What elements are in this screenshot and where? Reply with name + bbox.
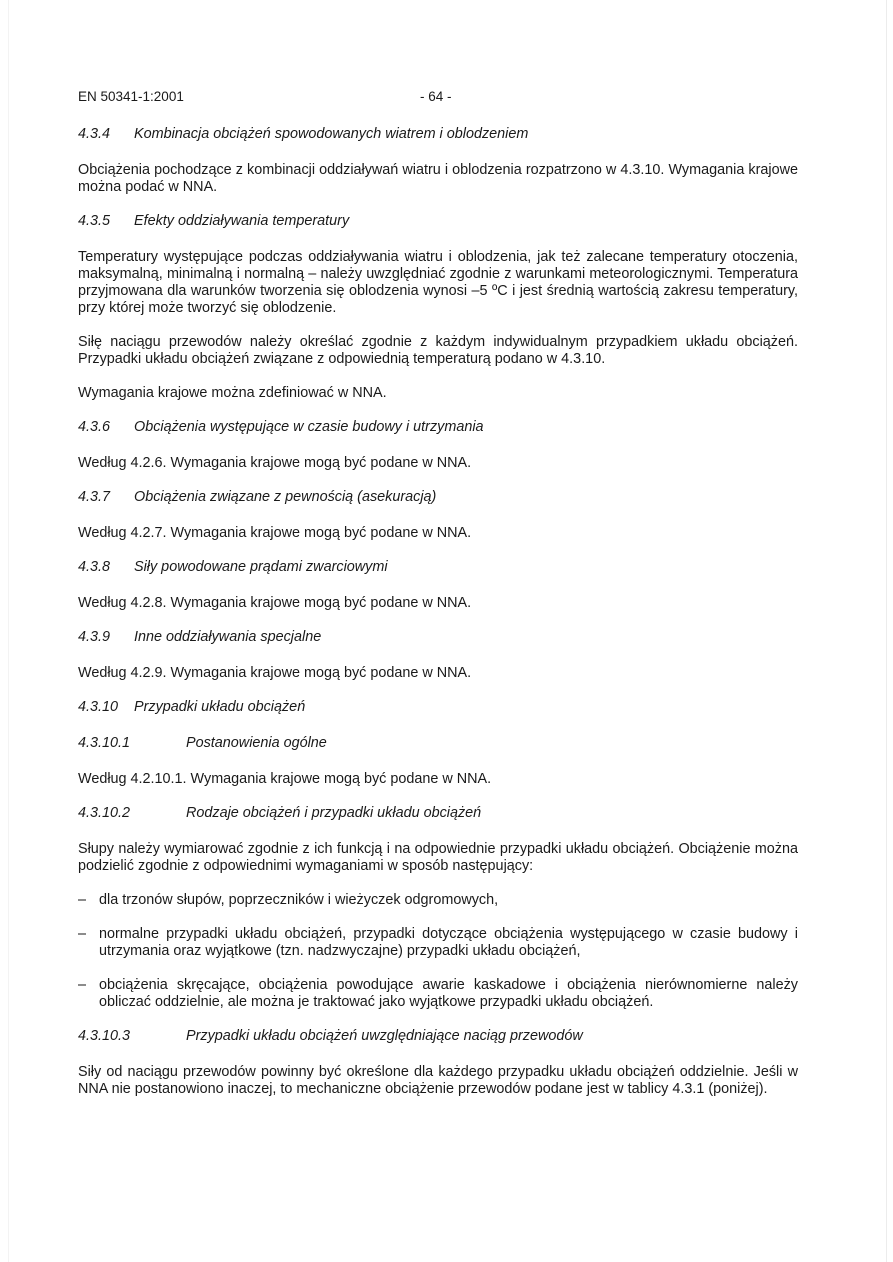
section-title: Kombinacja obciążeń spowodowanych wiatrem i oblodzeniem: [134, 126, 529, 142]
section-title: Przypadki układu obciążeń uwzględniające naciąg przewodów: [186, 1028, 583, 1044]
scan-edge-right: [886, 0, 887, 1262]
paragraph: Siłę naciągu przewodów należy określać zgodnie z każdym indywidualnym przypadkiem układu obciążeń. Przypadki układu obciążeń związane z odpowiednią temperaturą podano w 4.3.10.: [78, 334, 798, 367]
section-number: 4.3.8: [78, 559, 111, 575]
section-number: 4.3.10.3: [78, 1028, 131, 1044]
standard-number: EN 50341-1:2001: [78, 89, 184, 104]
list-dash: –: [78, 926, 87, 942]
section-title: Przypadki układu obciążeń: [134, 699, 306, 715]
section-number: 4.3.10.2: [78, 805, 131, 821]
section-number: 4.3.9: [78, 629, 111, 645]
section-title: Rodzaje obciążeń i przypadki układu obciążeń: [186, 805, 482, 821]
paragraph: Według 4.2.7. Wymagania krajowe mogą być podane w NNA.: [78, 525, 472, 541]
list-item-text: normalne przypadki układu obciążeń, przypadki dotyczące obciążenia występującego w czasie budowy i utrzymania oraz wyjątkowe (tzn. nadzwyczajne) przypadki układu obciążeń,: [99, 926, 798, 959]
paragraph: Według 4.2.8. Wymagania krajowe mogą być podane w NNA.: [78, 595, 472, 611]
paragraph: Według 4.2.6. Wymagania krajowe mogą być podane w NNA.: [78, 455, 472, 471]
list-dash: –: [78, 977, 87, 993]
section-number: 4.3.7: [78, 489, 111, 505]
list-dash: –: [78, 892, 87, 908]
scan-edge-left: [8, 0, 9, 1262]
paragraph: Obciążenia pochodzące z kombinacji oddziaływań wiatru i oblodzenia rozpatrzono w 4.3.10. Wymagania krajowe można podać w NNA.: [78, 162, 798, 195]
section-heading-4-3-10-1: [78, 735, 798, 752]
section-heading-4-3-10: [78, 699, 798, 716]
section-heading-4-3-10-3: [78, 1028, 798, 1045]
section-title: Obciążenia związane z pewnością (asekuracją): [134, 489, 437, 505]
list-item-text: dla trzonów słupów, poprzeczników i wieżyczek odgromowych,: [99, 892, 499, 908]
section-heading-4-3-4: [78, 126, 798, 143]
paragraph: Temperatury występujące podczas oddziaływania wiatru i oblodzenia, jak też zalecane temperatury otoczenia, maksymalną, minimalną i normalną – należy uwzględniać zgodnie z warunkami meteorologicznymi. Temperatura przyjmowana dla warunków tworzenia się oblodzenia wynosi –5 ºC i jest średnią wartością zakresu temperatury, przy której może tworzyć się oblodzenie.: [78, 249, 798, 316]
paragraph: Siły od naciągu przewodów powinny być określone dla każdego przypadku układu obciążeń oddzielnie. Jeśli w NNA nie postanowiono inaczej, to mechaniczne obciążenie przewodów podane jest w tablicy 4.3.1 (poniżej).: [78, 1064, 798, 1097]
section-heading-4-3-6: [78, 419, 798, 436]
paragraph: Wymagania krajowe można zdefiniować w NNA.: [78, 385, 387, 401]
section-title: Postanowienia ogólne: [186, 735, 327, 751]
section-title: Inne oddziaływania specjalne: [134, 629, 322, 645]
paragraph: Według 4.2.10.1. Wymagania krajowe mogą być podane w NNA.: [78, 771, 492, 787]
section-number: 4.3.4: [78, 126, 111, 142]
section-number: 4.3.10: [78, 699, 119, 715]
section-title: Obciążenia występujące w czasie budowy i utrzymania: [134, 419, 484, 435]
list-item: [78, 926, 798, 960]
paragraph: Słupy należy wymiarować zgodnie z ich funkcją i na odpowiednie przypadki układu obciążeń. Obciążenie można podzielić zgodnie z odpowiednimi wymaganiami w sposób następujący:: [78, 841, 798, 874]
section-number: 4.3.5: [78, 213, 111, 229]
section-heading-4-3-9: [78, 629, 798, 646]
section-heading-4-3-10-2: [78, 805, 798, 822]
dash-list: [78, 892, 798, 1011]
section-title: Siły powodowane prądami zwarciowymi: [134, 559, 388, 575]
list-item-text: obciążenia skręcające, obciążenia powodujące awarie kaskadowe i obciążenia nierównomierne należy obliczać oddzielnie, ale można je traktować jako wyjątkowe przypadki układu obciążeń.: [99, 977, 798, 1010]
section-heading-4-3-7: [78, 489, 798, 506]
section-number: 4.3.10.1: [78, 735, 131, 751]
list-item: [78, 892, 798, 909]
section-heading-4-3-8: [78, 559, 798, 576]
section-number: 4.3.6: [78, 419, 111, 435]
page-body: [78, 126, 798, 1115]
page-number: - 64 -: [420, 89, 452, 104]
paragraph: Według 4.2.9. Wymagania krajowe mogą być podane w NNA.: [78, 665, 472, 681]
list-item: [78, 977, 798, 1011]
section-heading-4-3-5: [78, 213, 798, 230]
section-title: Efekty oddziaływania temperatury: [134, 213, 350, 229]
